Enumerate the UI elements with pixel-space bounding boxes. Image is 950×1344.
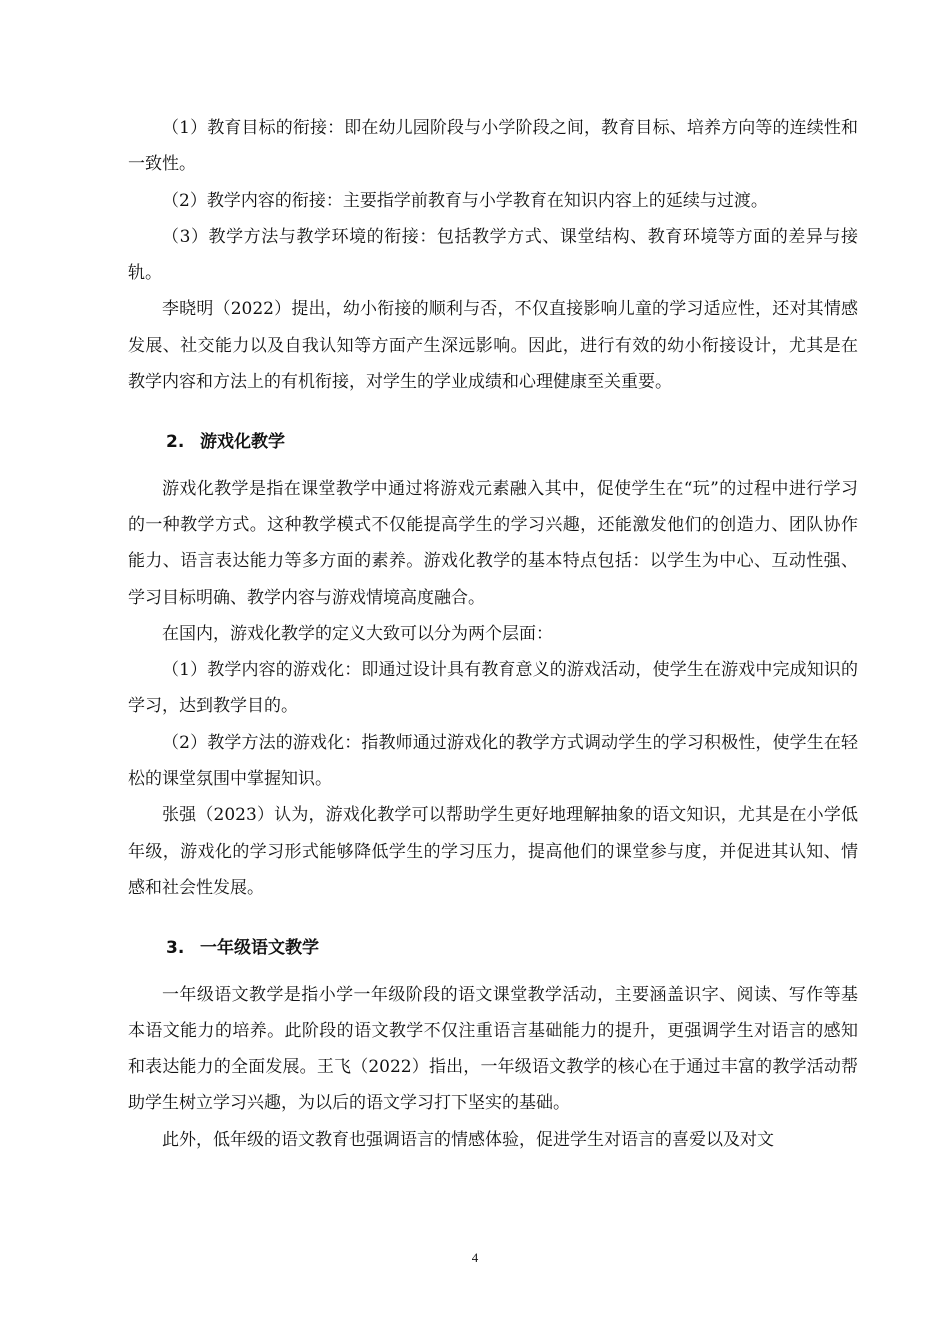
section-number: 3. bbox=[166, 938, 185, 959]
paragraph: （3）教学方法与教学环境的衔接：包括教学方式、课堂结构、教育环境等方面的差异与接轨。 bbox=[128, 226, 858, 284]
paragraph: （1）教学内容的游戏化：即通过设计具有教育意义的游戏活动，使学生在游戏中完成知识的学习，达到教学目的。 bbox=[128, 660, 858, 717]
paragraph: 游戏化教学是指在课堂教学中通过将游戏元素融入其中，促使学生在“玩”的过程中进行学习的一种教学方式。这种教学模式不仅能提高学生的学习兴趣，还能激发他们的创造力、团队协作能力、语言表达能力等多方面的素养。游戏化教学的基本特点包括：以学生为中心、互动性强、学习目标明确、教学内容与游戏情境高度融合。 bbox=[128, 478, 858, 608]
paragraph: 李晓明（2022）提出，幼小衔接的顺利与否，不仅直接影响儿童的学习适应性，还对其情感发展、社交能力以及自我认知等方面产生深远影响。因此，进行有效的幼小衔接设计，尤其是在教学内容和方法上的有机衔接，对学生的学业成绩和心理健康至关重要。 bbox=[128, 299, 858, 393]
paragraph: 此外，低年级的语文教育也强调语言的情感体验，促进学生对语言的喜爱以及对文 bbox=[162, 1129, 774, 1150]
paragraph: （1）教育目标的衔接：即在幼儿园阶段与小学阶段之间，教育目标、培养方向等的连续性和一致性。 bbox=[128, 118, 858, 175]
section-heading bbox=[166, 930, 858, 966]
paragraph: 在国内，游戏化教学的定义大致可以分为两个层面： bbox=[162, 623, 553, 644]
section-number: 2. bbox=[166, 432, 185, 453]
document-body bbox=[128, 110, 858, 1158]
section-heading bbox=[166, 424, 858, 460]
page-number: 4 bbox=[471, 1250, 479, 1265]
paragraph: 一年级语文教学是指小学一年级阶段的语文课堂教学活动，主要涵盖识字、阅读、写作等基本语文能力的培养。此阶段的语文教学不仅注重语言基础能力的提升，更强调学生对语言的感知和表达能力的全面发展。王飞（2022）指出，一年级语文教学的核心在于通过丰富的教学活动帮助学生树立学习兴趣，为以后的语文学习打下坚实的基础。 bbox=[128, 984, 858, 1114]
paragraph: （2）教学内容的衔接：主要指学前教育与小学教育在知识内容上的延续与过渡。 bbox=[162, 190, 768, 211]
paragraph: 张强（2023）认为，游戏化教学可以帮助学生更好地理解抽象的语文知识，尤其是在小学低年级，游戏化的学习形式能够降低学生的学习压力，提高他们的课堂参与度，并促进其认知、情感和社会性发展。 bbox=[128, 805, 858, 898]
paragraph: （2）教学方法的游戏化：指教师通过游戏化的教学方式调动学生的学习积极性，使学生在轻松的课堂氛围中掌握知识。 bbox=[128, 732, 858, 790]
section-title: 游戏化教学 bbox=[200, 432, 285, 453]
section-title: 一年级语文教学 bbox=[200, 938, 319, 959]
